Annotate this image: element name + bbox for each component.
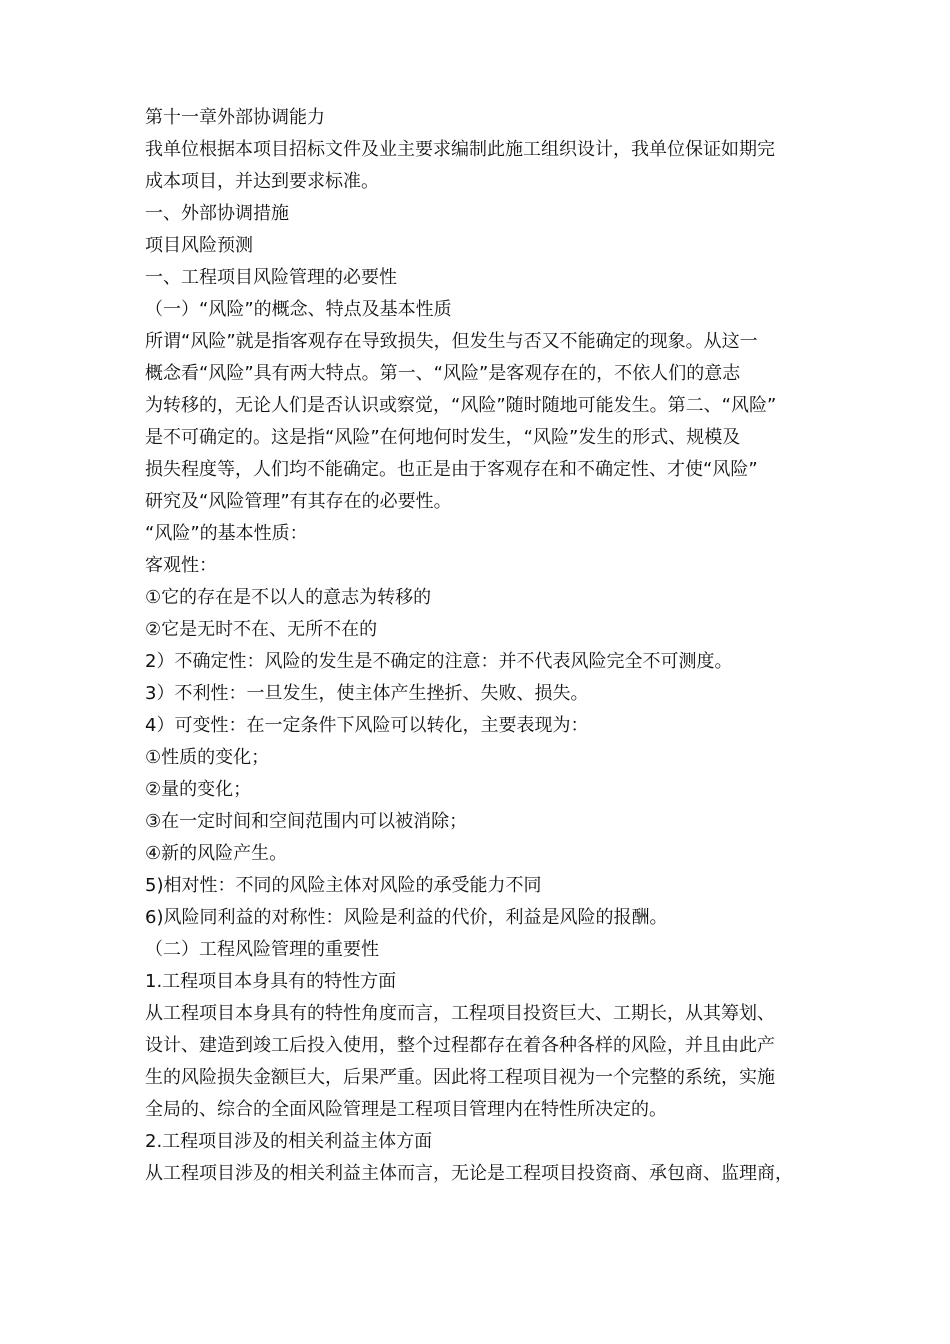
body-line: 设计、建造到竣工后投入使用，整个过程都存在着各种各样的风险，并且由此产 [145, 1035, 775, 1056]
body-line: 概念看“风险”具有两大特点。第一、“风险”是客观存在的，不依人们的意志 [145, 363, 741, 384]
body-line: 我单位根据本项目招标文件及业主要求编制此施工组织设计，我单位保证如期完 [145, 139, 775, 160]
body-line: 是不可确定的。这是指“风险”在何地何时发生，“风险”发生的形式、规模及 [145, 427, 741, 448]
body-line: 损失程度等，人们均不能确定。也正是由于客观存在和不确定性、才使“风险” [145, 459, 758, 480]
body-line: 成本项目，并达到要求标准。 [145, 171, 379, 192]
list-item: ④新的风险产生。 [145, 843, 288, 864]
list-item: 6)风险同利益的对称性：风险是利益的代价，利益是风险的报酬。 [145, 907, 668, 928]
subsection-heading: （二）工程风险管理的重要性 [145, 939, 379, 960]
chapter-title: 第十一章外部协调能力 [145, 107, 325, 128]
body-line: 客观性： [145, 555, 217, 576]
body-line: 生的风险损失金额巨大，后果严重。因此将工程项目视为一个完整的系统，实施 [145, 1067, 775, 1088]
list-item: 3）不利性：一旦发生，使主体产生挫折、失败、损失。 [145, 683, 589, 704]
section-heading: 项目风险预测 [145, 235, 253, 256]
list-item: 2）不确定性：风险的发生是不确定的注意：并不代表风险完全不可测度。 [145, 651, 733, 672]
body-line: 研究及“风险管理”有其存在的必要性。 [145, 491, 452, 512]
body-line: 为转移的，无论人们是否认识或察觉，“风险”随时随地可能发生。第二、“风险” [145, 395, 777, 416]
numbered-heading: 1.工程项目本身具有的特性方面 [145, 971, 397, 992]
body-line: 从工程项目本身具有的特性角度而言，工程项目投资巨大、工期长，从其筹划、 [145, 1003, 775, 1024]
body-line: 所谓“风险”就是指客观存在导致损失，但发生与否又不能确定的现象。从这一 [145, 331, 758, 352]
section-heading: 一、外部协调措施 [145, 203, 289, 224]
list-item: ①性质的变化； [145, 747, 270, 768]
list-item: 5)相对性：不同的风险主体对风险的承受能力不同 [145, 875, 542, 896]
list-item: ①它的存在是不以人的意志为转移的 [145, 587, 432, 608]
body-line: 全局的、综合的全面风险管理是工程项目管理内在特性所决定的。 [145, 1099, 667, 1120]
list-item: ②量的变化； [145, 779, 252, 800]
list-item: 4）可变性：在一定条件下风险可以转化，主要表现为： [145, 715, 589, 736]
list-item: ③在一定时间和空间范围内可以被消除； [145, 811, 468, 832]
body-line: 从工程项目涉及的相关利益主体而言，无论是工程项目投资商、承包商、监理商， [145, 1163, 793, 1184]
list-item: ②它是无时不在、无所不在的 [145, 619, 378, 640]
body-line: “风险”的基本性质： [145, 523, 308, 544]
numbered-heading: 2.工程项目涉及的相关利益主体方面 [145, 1131, 433, 1152]
subsection-heading: （一）“风险”的概念、特点及基本性质 [145, 299, 452, 320]
section-heading: 一、工程项目风险管理的必要性 [145, 267, 397, 288]
document-body [145, 102, 815, 1190]
